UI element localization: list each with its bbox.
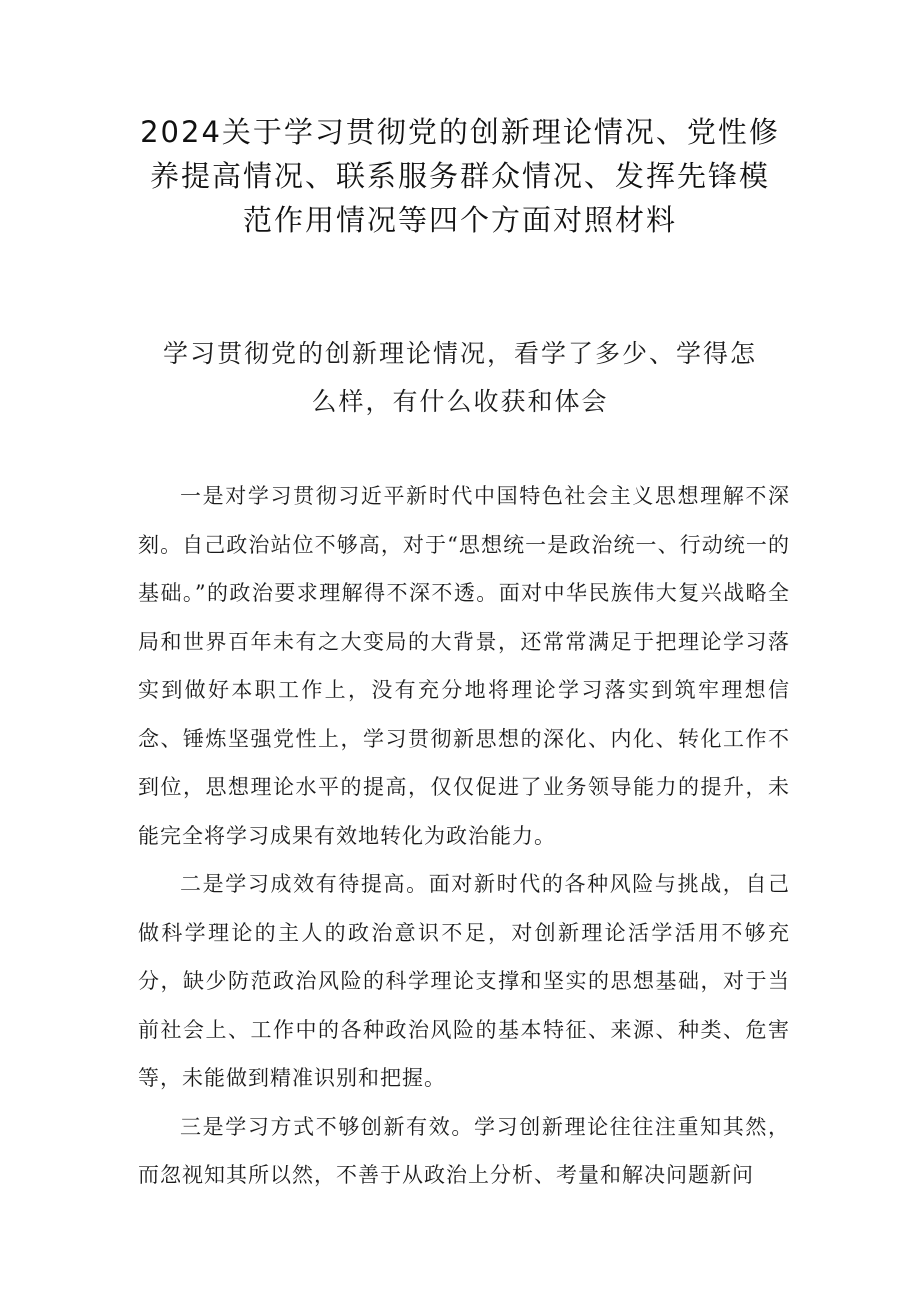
- document-title: 2024关于学习贯彻党的创新理论情况、党性修养提高情况、联系服务群众情况、发挥先锋模范作用情况等四个方面对照材料: [140, 115, 780, 237]
- section-heading: 学习贯彻党的创新理论情况，看学了多少、学得怎么样，有什么收获和体会: [162, 339, 757, 416]
- paragraph-1: 一是对学习贯彻习近平新时代中国特色社会主义思想理解不深刻。自己政治站位不够高，对于“思想统一是政治统一、行动统一的基础。”的政治要求理解得不深不透。面对中华民族伟大复兴战略全局和世界百年未有之大变局的大背景，还常常满足于把理论学习落实到做好本职工作上，没有充分地将理论学习落实到筑牢理想信念、锤炼坚强党性上，学习贯彻新思想的深化、内化、转化工作不到位，思想理论水平的提高，仅仅促进了业务领导能力的提升，未能完全将学习成果有效地转化为政治能力。: [138, 484, 790, 848]
- paragraph-3: 三是学习方式不够创新有效。学习创新理论往往注重知其然，而忽视知其所以然，不善于从政治上分析、考量和解决问题新问: [138, 1114, 790, 1187]
- paragraph-2: 二是学习成效有待提高。面对新时代的各种风险与挑战，自己做科学理论的主人的政治意识不足，对创新理论活学活用不够充分，缺少防范政治风险的科学理论支撑和坚实的思想基础，对于当前社会上、工作中的各种政治风险的基本特征、来源、种类、危害等，未能做到精准识别和把握。: [138, 872, 790, 1090]
- document-body: [138, 472, 790, 1200]
